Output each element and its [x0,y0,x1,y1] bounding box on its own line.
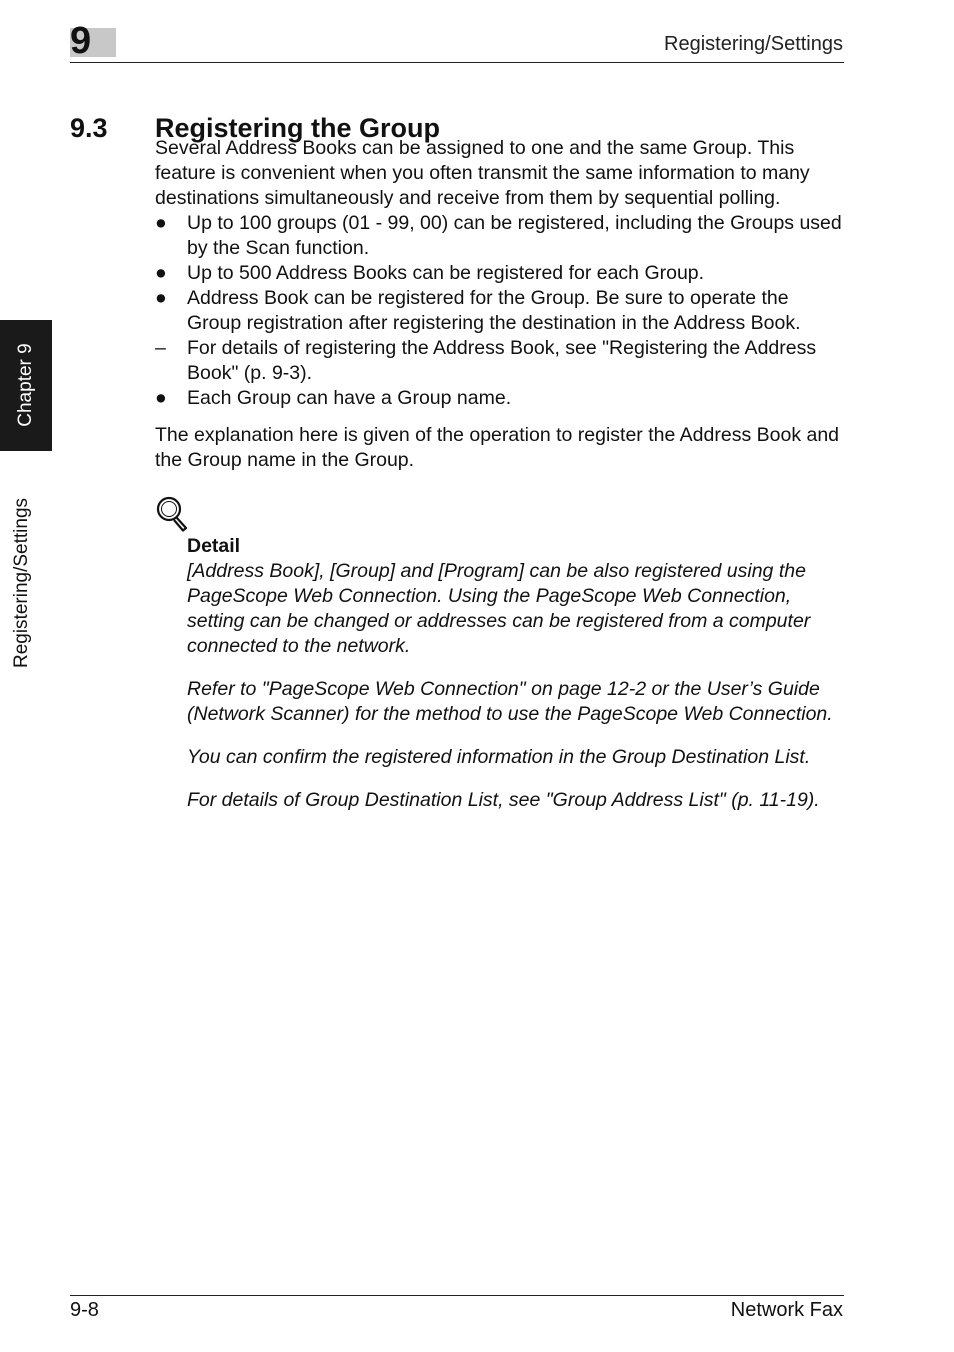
intro-paragraph: Several Address Books can be assigned to one and the same Group. This feature is convenient when you often transmit the same information to many destinations simultaneously and receive from them by sequential polling. [155,137,810,209]
bullet-marker: ● [155,287,167,309]
body-content [155,136,845,473]
list-item [155,211,845,261]
side-tab-chapter-label: Chapter 9 [15,343,36,427]
section-number: 9.3 [70,113,108,144]
dash-marker: – [155,337,166,359]
list-item-text: Address Book can be registered for the Group. Be sure to operate the Group registration after registering the destination in the Address Book. [187,287,801,334]
list-item [155,386,845,411]
list-item-text: Up to 100 groups (01 - 99, 00) can be registered, including the Groups used by the Scan function. [187,212,842,259]
list-item-text: Up to 500 Address Books can be registered for each Group. [187,262,705,284]
detail-paragraph: [Address Book], [Group] and [Program] can be also registered using the PageScope Web Connection. Using the PageScope Web Connection, setting can be changed or addresses can be registered from a computer connected to the network. [187,560,811,657]
running-header-title: Registering/Settings [664,33,843,55]
footer-divider [70,1295,844,1296]
side-tab-section-label: Registering/Settings [11,497,32,669]
detail-title: Detail [187,535,241,557]
detail-note [187,534,852,831]
header-divider [70,62,844,63]
page-number: 9-8 [70,1299,99,1321]
explanation-paragraph: The explanation here is given of the operation to register the Address Book and the Group name in the Group. [155,424,840,471]
chapter-number: 9 [70,20,92,62]
feature-list [155,211,845,411]
footer-product-name: Network Fax [730,1299,843,1321]
detail-paragraph: For details of Group Destination List, see "Group Address List" (p. 11-19). [187,789,820,811]
bullet-marker: ● [155,212,167,234]
bullet-marker: ● [155,387,167,409]
list-item [155,286,845,336]
detail-paragraph: Refer to "PageScope Web Connection" on page 12-2 or the User’s Guide (Network Scanner) for the method to use the PageScope Web Connection. [187,678,833,725]
list-item [155,336,845,386]
detail-paragraph: You can confirm the registered information in the Group Destination List. [187,746,811,768]
magnifier-icon [155,495,191,533]
list-item [155,261,845,286]
list-item-text: Each Group can have a Group name. [187,387,512,409]
bullet-marker: ● [155,262,167,284]
section-title: Registering the Group [155,113,441,144]
list-item-text: For details of registering the Address Book, see "Registering the Address Book" (p. 9-3). [187,337,817,384]
